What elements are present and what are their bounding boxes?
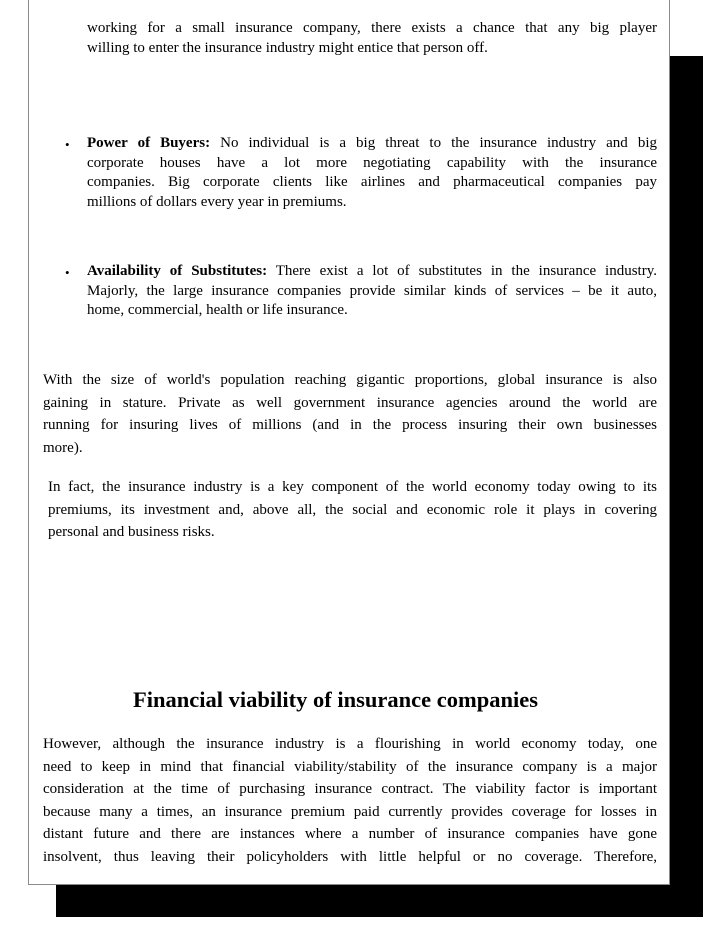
text-line: need to keep in mind that financial viability/stability of the insurance company is a major: [43, 758, 657, 775]
text-line: millions of dollars every year in premiums.: [87, 193, 347, 210]
text-line: personal and business risks.: [48, 524, 215, 540]
bullet-text: There exist a lot of substitutes in the insurance industry.: [267, 263, 657, 279]
bullet-power-of-buyers: [87, 134, 657, 212]
text-line: premiums, its investment and, above all, the social and economic role it plays in covering: [48, 501, 657, 518]
text-line: With the size of world's population reaching gigantic proportions, global insurance is also: [43, 372, 657, 388]
text-line: Majorly, the large insurance companies provide similar kinds of services – be it auto,: [87, 282, 657, 299]
intro-continuation: [87, 19, 657, 58]
paragraph-financial-viability: [43, 733, 657, 868]
text-line: [87, 134, 657, 154]
bullet-term: Availability of Substitutes:: [87, 263, 268, 279]
document-page: [28, 0, 670, 885]
text-line: However, although the insurance industry is a flourishing in world economy today, one: [43, 736, 657, 752]
bullet-marker: •: [65, 137, 70, 152]
text-line: distant future and there are instances where a number of insurance companies have gone: [43, 826, 657, 842]
text-line: corporate houses have a lot more negotiating capability with the insurance: [87, 154, 657, 171]
section-heading: Financial viability of insurance companies: [133, 687, 539, 712]
text-line: working for a small insurance company, there exists a chance that any big player: [87, 20, 657, 36]
text-line: insolvent, thus leaving their policyholders with little helpful or no coverage. Therefore,: [43, 848, 657, 865]
text-line: more).: [43, 439, 83, 456]
text-line: home, commercial, health or life insurance.: [87, 302, 348, 318]
text-line: running for insuring lives of millions (and in the process insuring their own businesses: [43, 417, 657, 433]
text-line: willing to enter the insurance industry might entice that person off.: [87, 39, 488, 56]
paragraph-key-component: [48, 476, 657, 544]
text-line: In fact, the insurance industry is a key component of the world economy today owing to its: [48, 479, 657, 495]
bullet-text: No individual is a big threat to the insurance industry and big: [210, 135, 657, 151]
bullet-marker: •: [65, 265, 70, 280]
paragraph-world-population: [43, 369, 657, 459]
bullet-availability-of-substitutes: [87, 262, 657, 321]
text-line: gaining in stature. Private as well government insurance agencies around the world are: [43, 394, 657, 411]
text-line: [87, 262, 657, 282]
text-line: consideration at the time of purchasing insurance contract. The viability factor is important: [43, 781, 657, 797]
bullet-term: Power of Buyers:: [87, 135, 211, 151]
text-line: because many a times, an insurance premium paid currently provides coverage for losses in: [43, 803, 657, 820]
text-line: companies. Big corporate clients like airlines and pharmaceutical companies pay: [87, 174, 657, 190]
